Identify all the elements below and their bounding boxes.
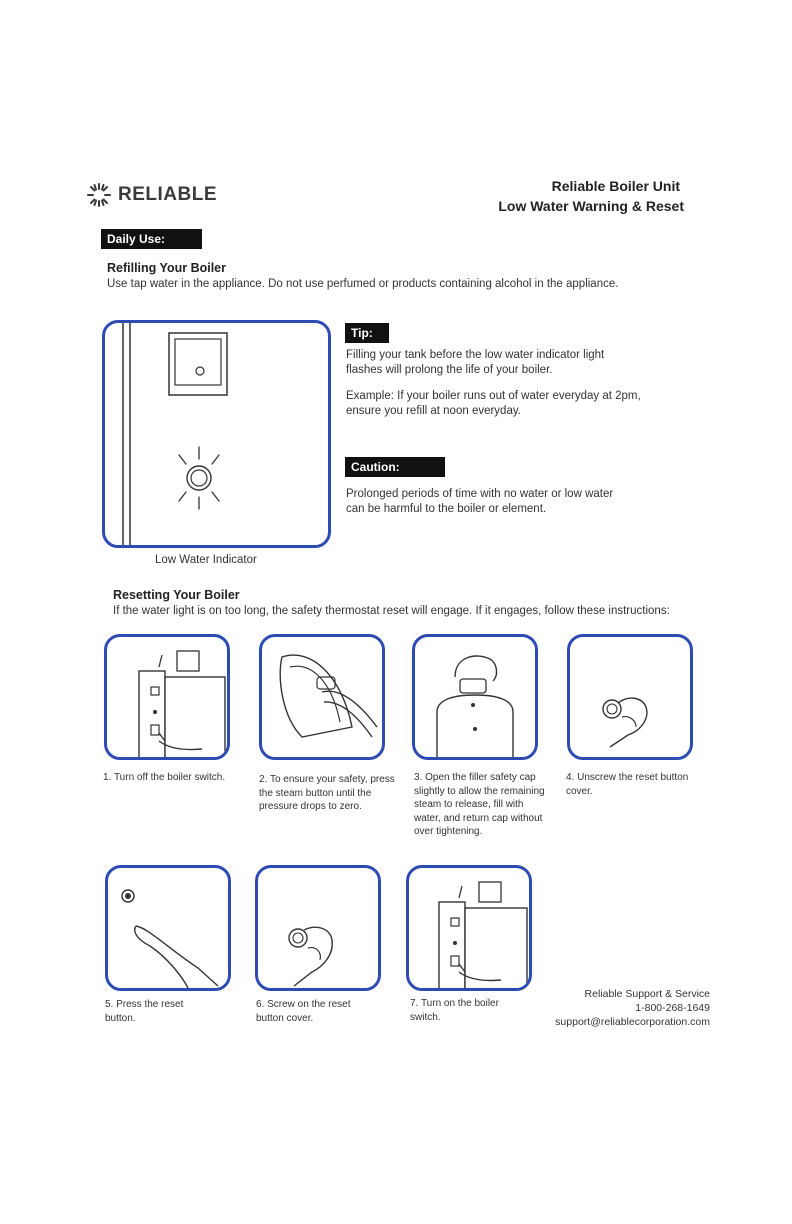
step-6-text: 6. Screw on the reset button cover. <box>256 999 351 1024</box>
step-7-text: 7. Turn on the boiler switch. <box>410 998 499 1023</box>
boiler-switch-on-illustration <box>409 868 529 988</box>
step-6-frame <box>255 865 381 991</box>
boiler-panel-illustration <box>105 323 328 545</box>
step-2-frame <box>259 634 385 760</box>
refill-text: Use tap water in the appliance. Do not use perfumed or products containing alcohol in the appliance. <box>107 278 619 290</box>
step-3-frame <box>412 634 538 760</box>
step-5-frame <box>105 865 231 991</box>
step-7-frame <box>406 865 532 991</box>
brand-name: RELIABLE <box>118 184 217 205</box>
step-1-frame <box>104 634 230 760</box>
caution-text: Prolonged periods of time with no water or low water can be harmful to the boiler or element. <box>346 488 614 515</box>
step-3-text: 3. Open the filler safety cap slightly to allow the remaining steam to release, fill with water, and return cap without over tightening. <box>414 772 545 837</box>
support-email[interactable]: support@reliablecorporation.com <box>555 1016 710 1028</box>
step-1-text: 1. Turn off the boiler switch. <box>103 772 226 783</box>
step-2-text: 2. To ensure your safety, press the steam button until the pressure drops to zero. <box>259 774 395 812</box>
tip-text: Filling your tank before the low water indicator light flashes will prolong the life of your boiler. <box>346 349 605 376</box>
support-phone: 1-800-268-1649 <box>635 1002 710 1014</box>
step-4-text: 4. Unscrew the reset button cover. <box>566 772 689 797</box>
reset-intro: If the water light is on too long, the safety thermostat reset will engage. If it engages, follow these instructions: <box>113 605 670 617</box>
step-4-frame <box>567 634 693 760</box>
refill-heading: Refilling Your Boiler <box>107 261 226 275</box>
tip-label: Tip: <box>345 323 389 343</box>
step-5-text: 5. Press the reset button. <box>105 999 184 1024</box>
brand-logo <box>86 182 217 208</box>
indicator-caption: Low Water Indicator <box>155 554 257 566</box>
screw-cover-illustration <box>258 868 378 988</box>
reset-heading: Resetting Your Boiler <box>113 588 240 602</box>
low-water-indicator-frame <box>102 320 331 548</box>
tip-example: Example: If your boiler runs out of water everyday at 2pm, ensure you refill at noon everyday. <box>346 390 641 417</box>
steam-iron-illustration <box>262 637 382 757</box>
press-reset-illustration <box>108 868 228 988</box>
caution-label: Caution: <box>345 457 445 477</box>
unscrew-cover-illustration <box>570 637 690 757</box>
document-subtitle: Low Water Warning & Reset <box>498 198 684 214</box>
boiler-switch-off-illustration <box>107 637 227 757</box>
sunburst-logo-icon <box>86 182 112 208</box>
document-title: Reliable Boiler Unit <box>551 178 680 194</box>
filler-cap-illustration <box>415 637 535 757</box>
support-heading: Reliable Support & Service <box>584 988 710 1000</box>
daily-use-label: Daily Use: <box>101 229 202 249</box>
